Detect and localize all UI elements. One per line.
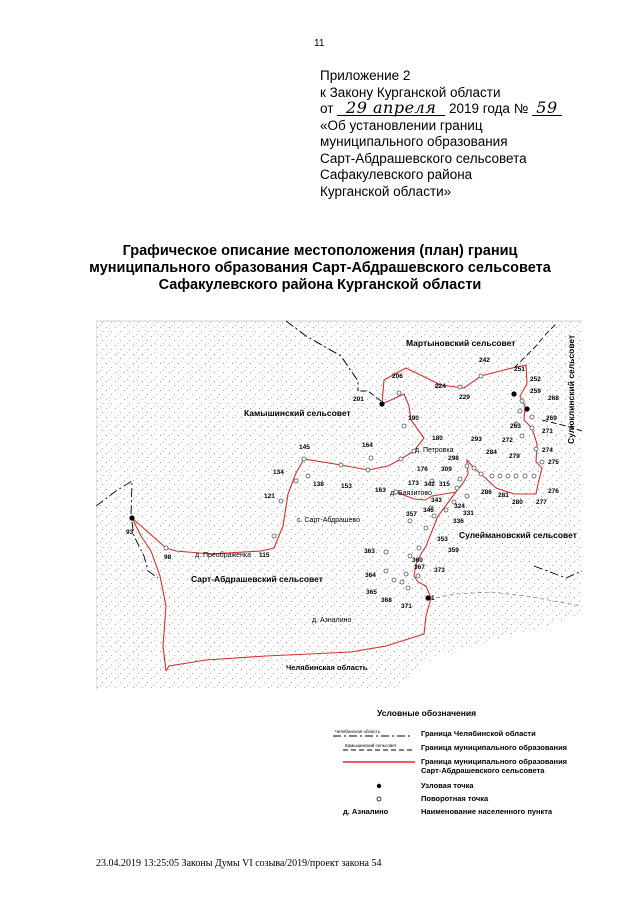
point-label-293: 293	[471, 436, 482, 443]
point-label-331: 331	[463, 510, 474, 517]
title-line-2: муниципального образования Сарт-Абдрашевского сельсовета	[89, 260, 551, 276]
point-label-251: 251	[514, 366, 525, 373]
legend-row-nodal	[325, 780, 640, 792]
point-label-315: 315	[439, 481, 450, 488]
turning-point-353	[424, 526, 428, 530]
turning-point-359	[417, 546, 421, 550]
turning-point-284	[490, 474, 494, 478]
appendix-line-4: «Об установлении границ	[320, 117, 483, 133]
point-label-180: 180	[432, 435, 443, 442]
settlement-aznalino: д. Азналино	[312, 617, 352, 624]
point-label-357: 357	[406, 511, 417, 518]
turning-point-363	[384, 550, 388, 554]
nodal-point-1	[425, 595, 430, 600]
settlement-bayazitovo: д. Баязитово	[390, 490, 432, 497]
point-label-298: 298	[448, 455, 459, 462]
legend-symbol-red-line	[325, 756, 415, 768]
point-label-274: 274	[542, 447, 553, 454]
point-label-271: 271	[542, 428, 553, 435]
legend-item-sart-border-line2: Сарт-Абдрашевского сельсовета	[421, 766, 545, 775]
legend-symbol-chelyabinsk-text: Челябинская область	[335, 729, 381, 734]
point-label-363: 363	[364, 548, 375, 555]
nodal-point-201	[379, 401, 384, 406]
legend-symbol-turning	[325, 793, 415, 805]
turning-point-277	[523, 474, 527, 478]
turning-point-279	[514, 474, 518, 478]
turning-point-280	[506, 474, 510, 478]
point-label-206: 206	[392, 373, 403, 380]
legend-item-nodal: Узловая точка	[421, 781, 474, 790]
appendix-line-1: Приложение 2	[320, 68, 411, 83]
point-label-164: 164	[362, 442, 373, 449]
appendix-line-7: Сафакулевского района	[320, 167, 473, 182]
point-label-324: 324	[454, 503, 465, 510]
legend-symbol-municipal	[325, 742, 415, 754]
point-label-145: 145	[299, 444, 310, 451]
turning-point-163	[366, 468, 370, 472]
region-label-sulyuklinsky: Сулюклинский сельсовет	[566, 334, 576, 444]
nodal-point-268	[524, 406, 529, 411]
region-label-kamyshinsky: Камышинский сельсовет	[244, 408, 351, 418]
point-label-279: 279	[509, 453, 520, 460]
point-label-138: 138	[313, 481, 324, 488]
turning-point-190	[402, 424, 406, 428]
point-label-281: 281	[498, 492, 509, 499]
turning-point-357	[408, 519, 412, 523]
point-label-115: 115	[259, 552, 270, 559]
turning-point-368	[400, 580, 404, 584]
boundary-map	[96, 316, 582, 690]
turning-point-272	[520, 434, 524, 438]
handwritten-number: 59	[532, 101, 562, 116]
point-label-286: 286	[481, 489, 492, 496]
turning-point-315	[455, 486, 459, 490]
point-label-277: 277	[536, 499, 547, 506]
turning-point-309	[458, 477, 462, 481]
point-label-371: 371	[401, 603, 412, 610]
point-label-190: 190	[408, 415, 419, 422]
point-label-367: 367	[414, 564, 425, 571]
turning-point-373	[416, 574, 420, 578]
legend-item-sart-border-line1: Граница муниципального образования	[421, 757, 568, 766]
legend-symbol-municipal-text: Камышинский сельсовет	[345, 743, 397, 748]
point-label-272: 272	[502, 437, 513, 444]
date-suffix: 2019 года №	[448, 101, 529, 116]
point-label-173: 173	[408, 480, 419, 487]
legend-item-settlement: Наименование населенного пункта	[421, 807, 553, 816]
turning-point-176	[399, 457, 403, 461]
point-label-276: 276	[548, 488, 559, 495]
turning-point-206	[397, 391, 401, 395]
legend-row-chelyabinsk-border	[325, 728, 640, 740]
turning-point-153	[339, 463, 343, 467]
point-label-201: 201	[353, 396, 364, 403]
point-label-98: 98	[164, 554, 172, 561]
point-label-364: 364	[365, 572, 376, 579]
legend-row-turning	[325, 793, 640, 805]
turning-point-336	[444, 508, 448, 512]
turning-point-98	[164, 546, 168, 550]
turning-point-242	[479, 374, 483, 378]
turning-point-134	[294, 479, 298, 483]
turning-point-281	[498, 474, 502, 478]
turning-point-367	[404, 572, 408, 576]
turning-point-269	[530, 415, 534, 419]
title-line-3: Сафакулевского района Курганской области	[158, 277, 482, 293]
turning-point-271	[530, 426, 534, 430]
appendix-date-line	[320, 98, 620, 118]
point-label-343: 343	[431, 497, 442, 504]
turning-point-324	[465, 494, 469, 498]
turning-point-364	[384, 569, 388, 573]
legend-row-municipal-border	[325, 742, 640, 754]
region-label-sart-abdrashevsky: Сарт-Абдрашевский сельсовет	[191, 574, 323, 584]
point-label-373: 373	[434, 567, 445, 574]
turning-point-286	[479, 472, 483, 476]
handwritten-date: 29 апреля	[337, 101, 445, 116]
turning-point-252	[520, 399, 524, 403]
appendix-header	[320, 68, 620, 200]
title-line-1: Графическое описание местоположения (план) границ	[122, 243, 518, 259]
settlement-sart-abdrashevo: с. Сарт-Абдрашево	[297, 517, 360, 524]
footer-path: 23.04.2019 13:25:05 Законы Думы VI созыва/2019/проект закона 54	[96, 858, 382, 869]
legend-row-settlement	[325, 806, 640, 818]
region-label-chelyabinsk: Челябинская область	[286, 663, 368, 672]
legend-symbol-chelyabinsk	[325, 728, 415, 740]
point-label-1: 1	[431, 595, 435, 602]
turning-point-345	[432, 514, 436, 518]
legend-symbol-nodal	[325, 780, 415, 792]
legend-item-turning: Поворотная точка	[421, 794, 489, 803]
turning-point-115	[272, 534, 276, 538]
settlement-preobrazhenka: д. Преображенка	[195, 552, 252, 559]
point-label-359: 359	[448, 547, 459, 554]
turning-point-229	[458, 385, 462, 389]
point-label-342: 342	[424, 481, 435, 488]
point-label-121: 121	[264, 493, 275, 500]
appendix-line-5: муниципального образования	[320, 134, 508, 149]
legend-title: Условные обозначения	[377, 708, 477, 718]
turning-point-164	[369, 456, 373, 460]
point-label-284: 284	[486, 449, 497, 456]
point-label-224: 224	[435, 383, 446, 390]
legend-item-municipal-border: Граница муниципального образования	[421, 743, 568, 752]
appendix-line-8: Курганской области»	[320, 183, 452, 199]
appendix-line-2: к Закону Курганской области	[320, 84, 501, 100]
turning-point-293	[472, 466, 476, 470]
region-label-martynovsky: Мартыновский сельсовет	[406, 338, 516, 348]
turning-point-274	[534, 447, 538, 451]
point-label-368: 368	[381, 597, 392, 604]
date-prefix: от	[320, 101, 334, 116]
point-label-242: 242	[479, 357, 490, 364]
appendix-line-6: Сарт-Абдрашевского сельсовета	[320, 150, 527, 166]
point-label-134: 134	[273, 469, 284, 476]
point-label-360: 360	[412, 557, 423, 564]
legend-symbol-settlement: д. Азналино	[343, 807, 389, 816]
legend-row-sart-border	[325, 756, 640, 778]
point-label-268: 268	[548, 395, 559, 402]
point-label-176: 176	[417, 466, 428, 473]
point-label-336: 336	[453, 518, 464, 525]
point-label-229: 229	[459, 394, 470, 401]
turning-point-259	[518, 409, 522, 413]
turning-point-138	[306, 474, 310, 478]
point-label-163: 163	[375, 487, 386, 494]
turning-point-298	[465, 464, 469, 468]
point-label-263: 263	[510, 423, 521, 430]
point-label-345: 345	[423, 507, 434, 514]
legend-item-chelyabinsk-border: Граница Челябинской области	[421, 729, 536, 738]
point-label-353: 353	[437, 536, 448, 543]
turning-point-275	[540, 460, 544, 464]
turning-point-121	[279, 499, 283, 503]
nodal-point-93	[129, 515, 134, 520]
map-terrain-texture	[96, 321, 582, 690]
point-label-252: 252	[530, 376, 541, 383]
point-label-280: 280	[512, 499, 523, 506]
point-label-269: 269	[546, 415, 557, 422]
point-label-259: 259	[530, 388, 541, 395]
settlement-petrovka: д. Петровка	[415, 447, 454, 454]
document-title	[0, 243, 640, 294]
point-label-309: 309	[441, 466, 452, 473]
turning-point-276	[532, 474, 536, 478]
point-label-153: 153	[341, 483, 352, 490]
turning-point-371	[406, 586, 410, 590]
page-number: 11	[314, 38, 325, 49]
turning-point-145	[302, 457, 306, 461]
point-label-275: 275	[548, 459, 559, 466]
nodal-point-251	[511, 391, 516, 396]
turning-point-365	[392, 578, 396, 582]
region-label-suleymanovsky: Сулеймановский сельсовет	[459, 530, 577, 540]
point-label-93: 93	[126, 529, 134, 536]
point-label-365: 365	[366, 589, 377, 596]
